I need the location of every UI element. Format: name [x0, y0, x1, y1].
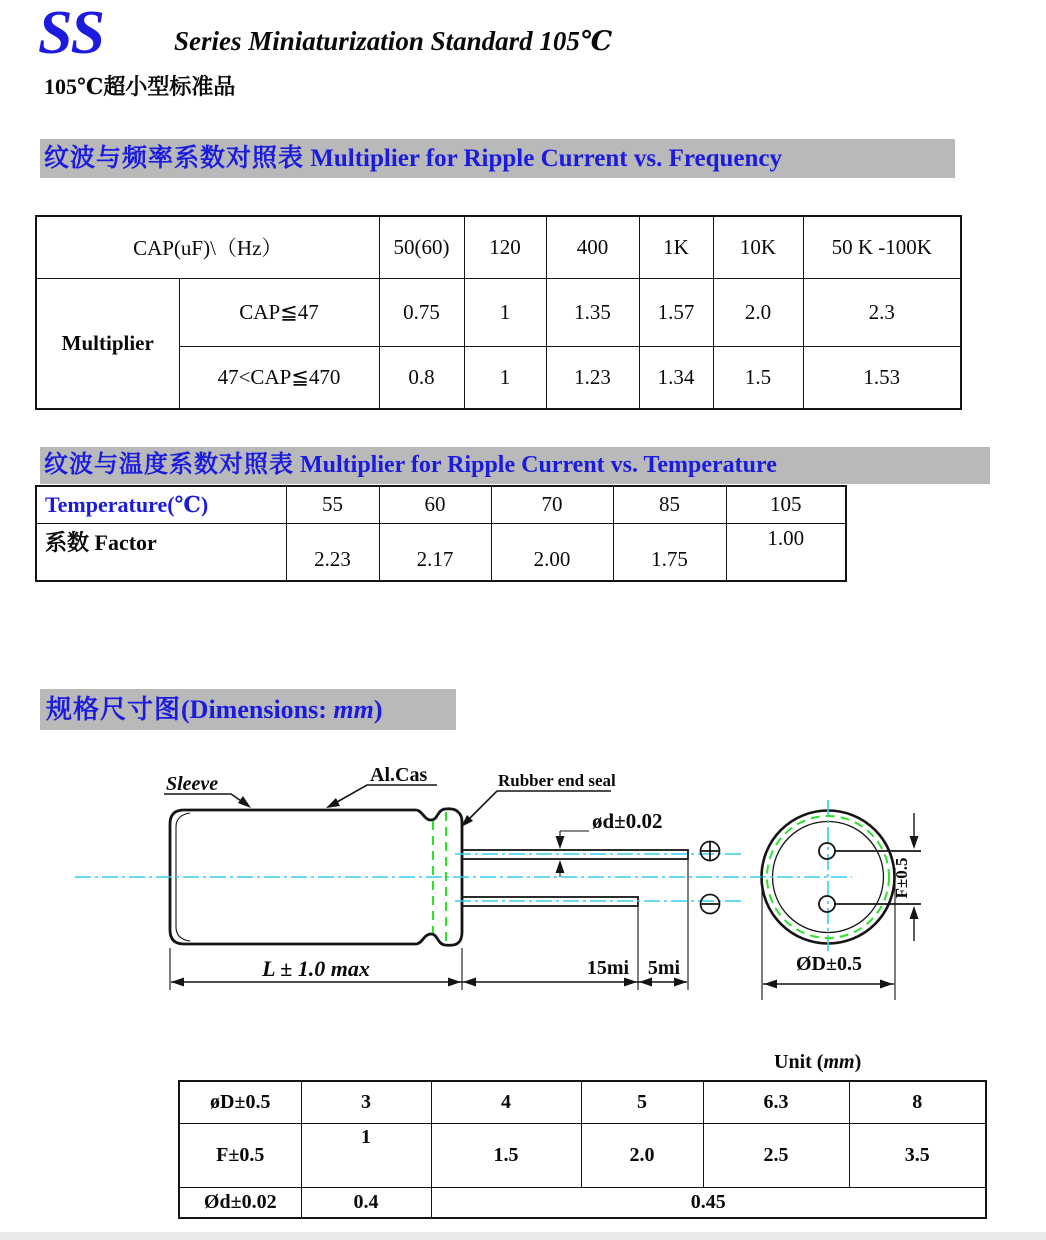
freq-header-cell: 10K — [713, 216, 803, 278]
seal-leader-line — [461, 791, 611, 827]
series-logo: SS — [38, 0, 103, 67]
factor-cell: 2.17 — [379, 523, 491, 581]
size-cell: 3 — [301, 1081, 431, 1123]
unit-note-unit: mm — [823, 1051, 855, 1073]
factor-cell: 2.23 — [286, 523, 379, 581]
section-title-temperature-en: Multiplier for Ripple Current vs. Temperature — [294, 452, 777, 478]
table-row — [179, 1187, 986, 1218]
body-diameter-label: ØD±0.5 — [796, 953, 862, 975]
size-cell-merged: 0.45 — [431, 1187, 986, 1218]
unit-note-prefix: Unit ( — [774, 1051, 824, 1073]
lead-hole-lower — [819, 896, 835, 912]
size-cell: 2.5 — [703, 1123, 849, 1187]
section-title-dimensions-zh: 规格尺寸图 — [46, 695, 182, 724]
corner-header-cell: CAP(uF)\（Hz） — [36, 216, 379, 278]
size-cell: 6.3 — [703, 1081, 849, 1123]
size-row-label-cell: F±0.5 — [179, 1123, 301, 1187]
value-cell: 0.8 — [379, 346, 464, 409]
factor-cell: 1.75 — [613, 523, 726, 581]
frequency-multiplier-table — [35, 215, 962, 410]
table-row — [179, 1123, 986, 1187]
size-table — [178, 1080, 987, 1219]
lead-hole-upper — [819, 843, 835, 859]
value-cell: 1.34 — [639, 346, 713, 409]
temp-cell: 60 — [379, 486, 491, 523]
value-cell: 1.57 — [639, 278, 713, 346]
value-cell: 1 — [464, 346, 546, 409]
section-title-frequency-en: Multiplier for Ripple Current vs. Frequency — [304, 145, 783, 172]
temp-cell: 85 — [613, 486, 726, 523]
table-row — [36, 523, 846, 581]
sleeve-label: Sleeve — [166, 773, 219, 795]
value-cell: 1.23 — [546, 346, 639, 409]
size-cell: 2.0 — [581, 1123, 703, 1187]
scan-edge-strip — [0, 1232, 1046, 1240]
section-title-temperature-zh: 纹波与温度系数对照表 — [44, 452, 294, 478]
size-row-label-cell: Ød±0.02 — [179, 1187, 301, 1218]
value-cell: 1 — [464, 278, 546, 346]
aluminum-case-label: Al.Cas — [370, 764, 428, 786]
size-row-label-cell: øD±0.5 — [179, 1081, 301, 1123]
freq-header-cell: 120 — [464, 216, 546, 278]
temperature-header-cell: Temperature(℃) — [36, 486, 286, 523]
size-cell: 1 — [301, 1123, 431, 1187]
body-length-label: L ± 1.0 max — [262, 956, 370, 981]
freq-header-cell: 50(60) — [379, 216, 464, 278]
factor-cell: 1.00 — [726, 523, 846, 581]
temperature-multiplier-table — [35, 485, 847, 582]
temp-cell: 105 — [726, 486, 846, 523]
section-title-frequency — [40, 139, 955, 178]
value-cell: 2.0 — [713, 278, 803, 346]
lead-tip-length-label: 5mi — [647, 957, 681, 979]
section-title-dimensions — [40, 689, 456, 730]
unit-note-suffix: ) — [854, 1051, 862, 1073]
temp-cell: 70 — [491, 486, 613, 523]
unit-note — [774, 1051, 861, 1074]
value-cell: 1.5 — [713, 346, 803, 409]
lead-diameter-label: ød±0.02 — [592, 809, 663, 833]
row-group-label-cell: Multiplier — [36, 278, 179, 409]
temp-cell: 55 — [286, 486, 379, 523]
size-cell: 4 — [431, 1081, 581, 1123]
sleeve-leader-line — [164, 794, 251, 808]
cap-range-cell: 47<CAP≦470 — [179, 346, 379, 409]
capacitor-dimension-drawing — [0, 740, 1046, 1045]
factor-cell: 2.00 — [491, 523, 613, 581]
dimensions-unit: mm — [333, 695, 374, 724]
cap-range-cell: CAP≦47 — [179, 278, 379, 346]
factor-label-cell: 系数 Factor — [36, 523, 286, 581]
polarity-minus-icon — [701, 895, 720, 914]
size-cell: 3.5 — [849, 1123, 986, 1187]
table-row — [36, 486, 846, 523]
value-cell: 2.3 — [803, 278, 961, 346]
page-title: Series Miniaturization Standard 105℃ — [174, 26, 613, 56]
dimensions-en-prefix: (Dimensions: — [181, 695, 334, 724]
table-row — [179, 1081, 986, 1123]
case-leader-line — [326, 785, 437, 808]
rubber-seal-label: Rubber end seal — [498, 771, 616, 790]
freq-header-cell: 400 — [546, 216, 639, 278]
value-cell: 1.53 — [803, 346, 961, 409]
section-title-frequency-zh: 纹波与频率系数对照表 — [44, 145, 305, 172]
dimensions-en-suffix: ) — [373, 695, 383, 724]
value-cell: 0.75 — [379, 278, 464, 346]
freq-header-cell: 1K — [639, 216, 713, 278]
page-subtitle-zh: 105℃超小型标准品 — [44, 74, 236, 99]
size-cell: 0.4 — [301, 1187, 431, 1218]
size-cell: 5 — [581, 1081, 703, 1123]
section-title-temperature — [40, 447, 990, 484]
size-cell: 1.5 — [431, 1123, 581, 1187]
lead-pitch-label: F±0.5 — [892, 857, 911, 899]
freq-header-cell: 50 K -100K — [803, 216, 961, 278]
polarity-plus-icon — [701, 842, 720, 861]
lead-min-length-label: 15mi — [586, 957, 630, 979]
value-cell: 1.35 — [546, 278, 639, 346]
table-row — [36, 216, 961, 278]
table-row — [36, 278, 961, 346]
size-cell: 8 — [849, 1081, 986, 1123]
